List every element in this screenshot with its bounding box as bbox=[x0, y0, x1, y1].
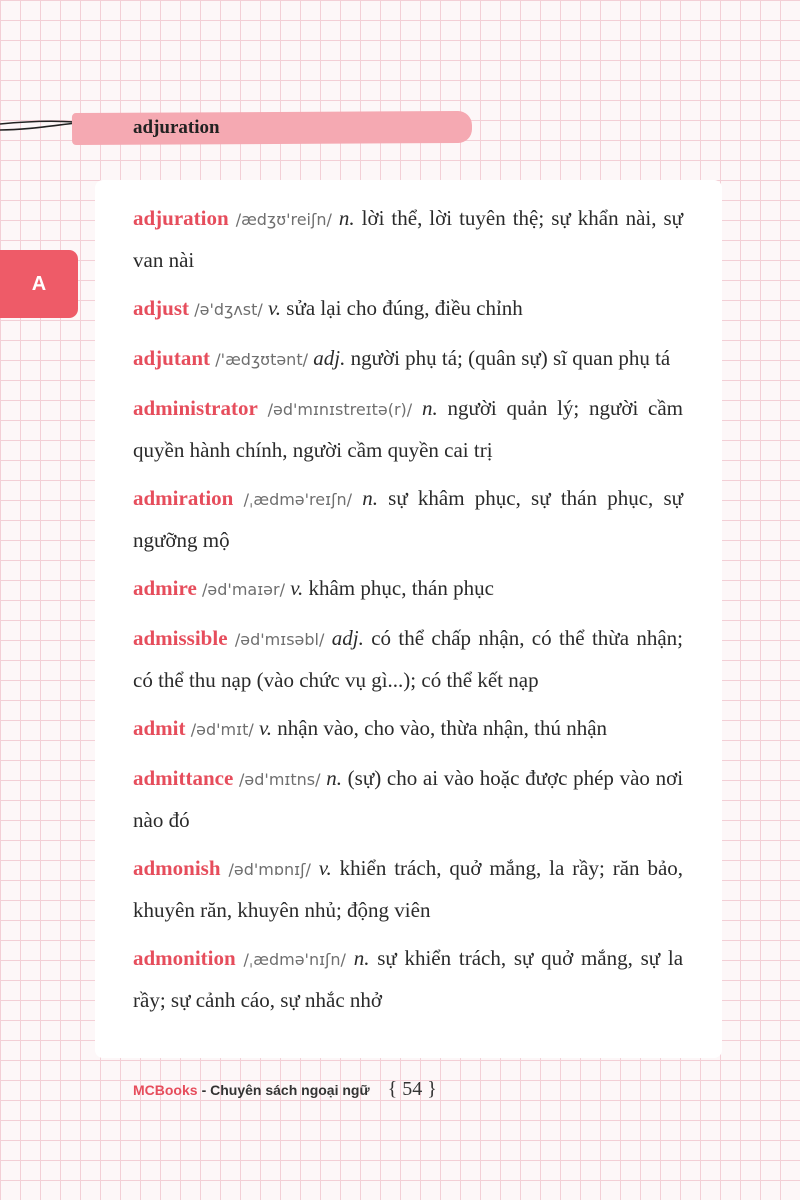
headword: admissible bbox=[133, 626, 228, 650]
part-of-speech: adj. bbox=[313, 346, 346, 370]
dictionary-entry bbox=[133, 618, 683, 700]
dictionary-entry bbox=[133, 708, 683, 750]
part-of-speech: v. bbox=[290, 576, 304, 600]
part-of-speech: v. bbox=[268, 296, 282, 320]
pronunciation: /ˌædmə'nɪʃn/ bbox=[243, 950, 346, 969]
dictionary-entry bbox=[133, 388, 683, 470]
dictionary-entries bbox=[133, 198, 683, 1028]
definition: sự khâm phục, sự thán phục, sự ngưỡng mộ bbox=[133, 486, 684, 552]
part-of-speech: n. bbox=[362, 486, 378, 510]
part-of-speech: v. bbox=[258, 716, 272, 740]
dictionary-entry bbox=[133, 848, 683, 930]
headword: admiration bbox=[133, 486, 234, 510]
headword: admire bbox=[133, 576, 197, 600]
dictionary-entry bbox=[133, 338, 683, 380]
definition: sự khiển trách, sự quở mắng, sự la rầy; sự cảnh cáo, sự nhắc nhở bbox=[133, 946, 684, 1012]
dictionary-entry bbox=[133, 288, 683, 330]
pronunciation: /əd'maɪər/ bbox=[202, 580, 285, 599]
publisher-brand: MCBooks bbox=[133, 1081, 198, 1098]
headword: admonish bbox=[133, 856, 221, 880]
definition: người phụ tá; (quân sự) sĩ quan phụ tá bbox=[350, 346, 671, 370]
headword: adjust bbox=[133, 296, 190, 320]
definition: lời thể, lời tuyên thệ; sự khẩn nài, sự van nài bbox=[133, 206, 684, 272]
guide-word: adjuration bbox=[133, 117, 220, 138]
definition: nhận vào, cho vào, thừa nhận, thú nhận bbox=[277, 716, 608, 740]
headword: admit bbox=[133, 716, 186, 740]
page-number: { 54 } bbox=[387, 1078, 437, 1100]
headword: administrator bbox=[133, 396, 258, 420]
definition: (sự) cho ai vào hoặc được phép vào nơi nào đó bbox=[133, 766, 684, 832]
page-footer bbox=[133, 1078, 437, 1101]
dictionary-entry bbox=[133, 568, 683, 610]
pronunciation: /'ædʒʊtənt/ bbox=[215, 350, 308, 369]
definition: có thể chấp nhận, có thể thừa nhận; có thể thu nạp (vào chức vụ gì...); có thể kết nạp bbox=[133, 626, 684, 692]
part-of-speech: v. bbox=[318, 856, 332, 880]
pronunciation: /əd'mɪnɪstreɪtə(r)/ bbox=[267, 400, 413, 419]
dictionary-entry bbox=[133, 198, 683, 280]
pronunciation: /əd'mɒnɪʃ/ bbox=[228, 860, 311, 879]
pronunciation: /ædʒʊ'reiʃn/ bbox=[235, 210, 332, 229]
part-of-speech: n. bbox=[421, 396, 438, 420]
part-of-speech: n. bbox=[326, 766, 342, 790]
publisher-tagline: - Chuyên sách ngoại ngữ bbox=[201, 1081, 370, 1098]
headword: admittance bbox=[133, 766, 234, 790]
headword: admonition bbox=[133, 946, 236, 970]
dictionary-entry bbox=[133, 938, 683, 1020]
dictionary-entry bbox=[133, 758, 683, 840]
pronunciation: /əd'mɪt/ bbox=[190, 720, 254, 739]
part-of-speech: n. bbox=[338, 206, 355, 230]
headword: adjuration bbox=[133, 206, 229, 230]
dictionary-entry bbox=[133, 478, 683, 560]
pronunciation: /əd'mɪsəbl/ bbox=[234, 630, 325, 649]
pronunciation: /ˌædmə'reɪʃn/ bbox=[243, 490, 352, 509]
header-highlight bbox=[72, 111, 472, 145]
part-of-speech: adj. bbox=[331, 626, 364, 650]
headword: adjutant bbox=[133, 346, 211, 370]
pronunciation: /ə'dʒʌst/ bbox=[194, 300, 263, 319]
definition: khâm phục, thán phục bbox=[308, 576, 494, 600]
part-of-speech: n. bbox=[353, 946, 370, 970]
section-letter-tab[interactable]: A bbox=[0, 250, 78, 318]
pronunciation: /əd'mɪtns/ bbox=[239, 770, 321, 789]
definition: người quản lý; người cầm quyền hành chính, người cầm quyền cai trị bbox=[133, 396, 684, 462]
definition: sửa lại cho đúng, điều chỉnh bbox=[286, 296, 523, 320]
definition: khiển trách, quở mắng, la rầy; răn bảo, khuyên răn, khuyên nhủ; động viên bbox=[133, 856, 684, 922]
